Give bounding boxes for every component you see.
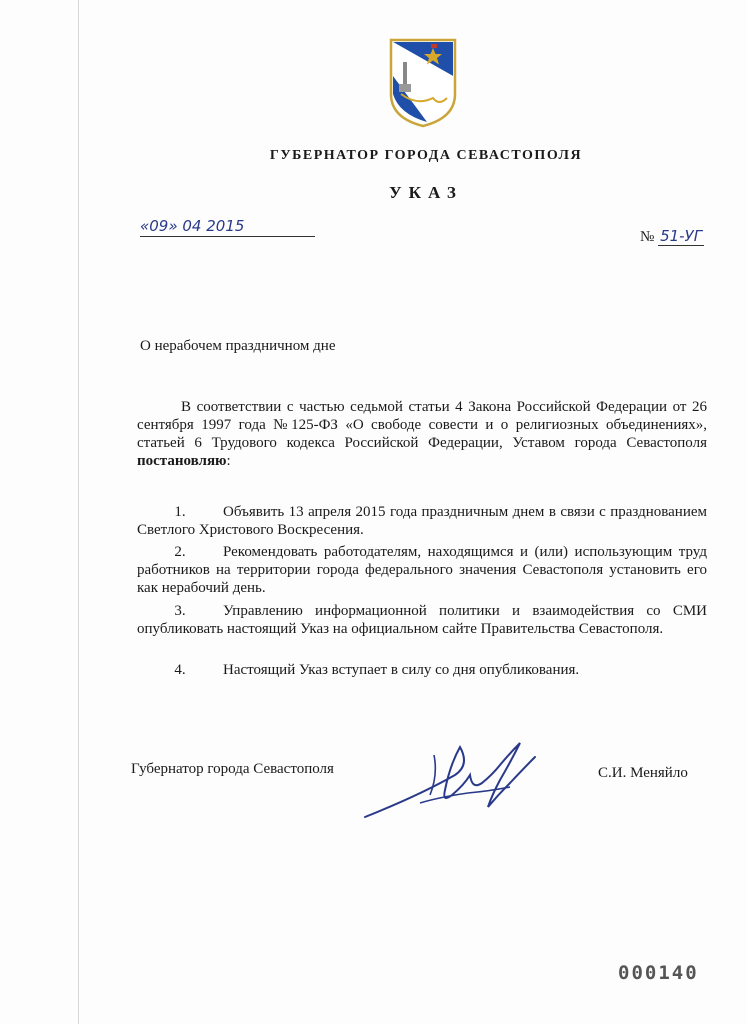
- preamble-text: В соответствии с частью седьмой статьи 4 Закона Российской Федерации от 26 сентября 1997 года №125-ФЗ «О свободе совести и о религиозных объединениях», статьей 6 Трудового кодекса Российской Федерации, Уставом города Севастополя: [137, 399, 707, 451]
- coat-of-arms-icon: [387, 36, 459, 128]
- decree-subject: О нерабочем праздничном дне: [140, 338, 336, 354]
- number-prefix: №: [640, 229, 655, 245]
- decree-item-2: [137, 543, 707, 597]
- decree-keyword: постановляю: [137, 453, 227, 469]
- decree-item-4: [137, 661, 707, 679]
- item-text: Рекомендовать работодателям, находящимся и (или) использующим труд работников на территории города федерального значения Севастополя установить его как нерабочий день.: [137, 544, 707, 596]
- number-value: 51-УГ: [660, 227, 703, 245]
- document-type: УКАЗ: [389, 183, 463, 202]
- item-text: Объявить 13 апреля 2015 года праздничным днем в связи с празднованием Светлого Христового Воскресения.: [137, 504, 707, 538]
- serial-number: 000140: [618, 962, 699, 984]
- handwritten-signature: [360, 735, 540, 825]
- preamble-paragraph: [137, 398, 707, 470]
- decree-item-3: [137, 602, 707, 638]
- item-number: 4.: [174, 662, 186, 678]
- signatory-name: С.И. Меняйло: [598, 765, 688, 781]
- item-text: Управлению информационной политики и взаимодействия со СМИ опубликовать настоящий Указ на официальном сайте Правительства Севастополя.: [137, 603, 707, 637]
- decree-number: [640, 226, 704, 247]
- item-number: 2.: [174, 544, 186, 560]
- preamble-colon: :: [226, 453, 231, 469]
- item-text: Настоящий Указ вступает в силу со дня опубликования.: [223, 662, 580, 678]
- decree-date: «09» 04 2015: [140, 216, 315, 237]
- item-number: 3.: [174, 603, 186, 619]
- issuing-authority: ГУБЕРНАТОР ГОРОДА СЕВАСТОПОЛЯ: [269, 148, 583, 163]
- decree-item-1: [137, 503, 707, 539]
- item-number: 1.: [174, 504, 186, 520]
- signatory-title: Губернатор города Севастополя: [131, 761, 334, 777]
